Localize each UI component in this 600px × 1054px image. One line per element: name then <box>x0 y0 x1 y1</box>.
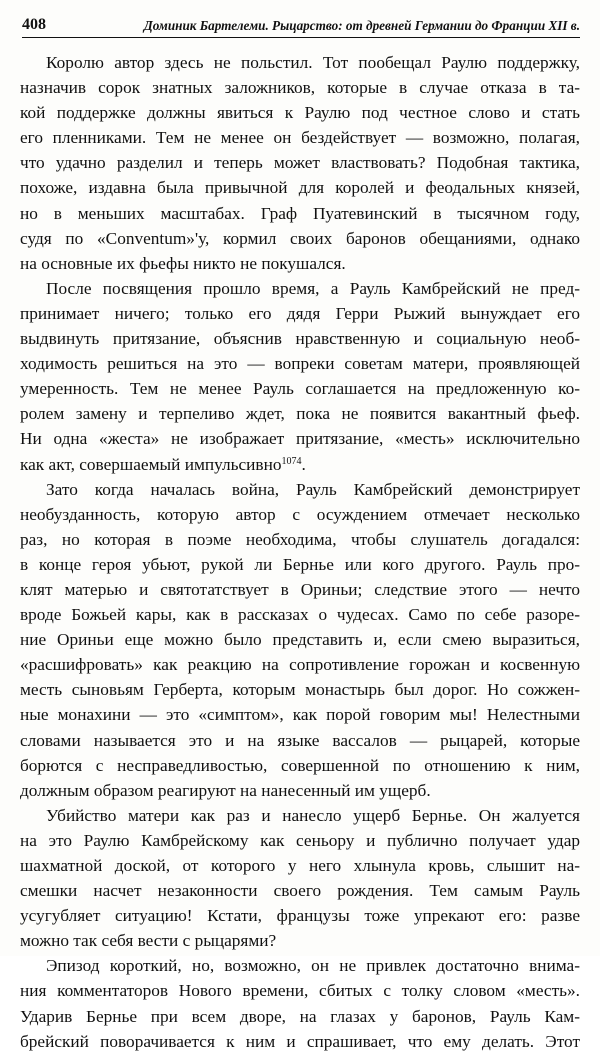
text-line: умеренность. Тем не менее Рауль соглашается на предложенную ко- <box>20 379 580 399</box>
text-line: Ударив Бернье при всем дворе, на глазах у баронов, Рауль Кам- <box>20 1006 580 1026</box>
page-header <box>22 10 580 38</box>
text-line: назначив сорок знатных заложников, которые в случае отказа в та- <box>20 78 580 98</box>
text-line: его пленниками. Тем не менее он бездействует — возможно, полагая, <box>20 128 580 148</box>
text-line: ходимость решиться на это — вопреки советам матери, проявляющей <box>20 354 580 374</box>
running-title: Доминик Бартелеми. Рыцарство: от древней Германии до Франции XII в. <box>143 18 580 33</box>
text-line: на основные их фьефы никто не покушался. <box>20 253 346 273</box>
text-line: что удачно разделил и теперь может властвовать? Подобная тактика, <box>20 153 580 173</box>
text-fragment: как акт, совершаемый импульсивно <box>20 454 282 474</box>
punctuation: . <box>301 454 306 474</box>
text-line: похоже, издавна была привычной для королей и феодальных князей, <box>20 178 580 198</box>
text-line: ния комментаторов Нового времени, сбитых с толку словом «месть». <box>20 981 580 1001</box>
text-line: Убийство матери как раз и нанесло ущерб Бернье. Он жалуется <box>46 805 580 825</box>
footnote-reference: 1074 <box>281 455 302 467</box>
text-line: месть сыновьям Герберта, которым монастырь был дорог. Но сожжен- <box>20 680 580 700</box>
text-line: ные монахини — это «симптом», как порой говорим мы! Нелестными <box>20 705 580 725</box>
text-line: словами называется это и на языке вассалов — рыцарей, которые <box>20 730 580 750</box>
text-line: ролем замену и терпеливо ждет, пока не появится вакантный фьеф. <box>20 404 580 424</box>
text-line: После посвящения прошло время, а Рауль Камбрейский не пред- <box>46 278 580 298</box>
text-line: брейский поворачивается к ним и спрашивает, что ему делать. Этот <box>20 1031 580 1051</box>
text-line: кой поддержке должны явиться к Раулю под честное слово и стать <box>20 103 580 123</box>
text-line: принимает ничего; только его дядя Герри Рыжий вынуждает его <box>20 303 580 323</box>
text-line-with-footnote <box>20 452 580 477</box>
text-line: усугубляет ситуацию! Кстати, французы тоже упрекают его: разве <box>20 906 580 926</box>
text-line: Королю автор здесь не польстил. Тот пообещал Раулю поддержку, <box>46 53 580 72</box>
text-line: раз, но которая в поэме необходима, чтобы слушатель догадался: <box>20 529 580 549</box>
text-line: смешки насчет незаконности своего рождения. Тем самым Рауль <box>20 881 580 901</box>
text-line: Ни одна «жеста» не изображает притязание, «месть» исключительно <box>20 429 580 449</box>
text-line: в конце героя убьют, рукой ли Бернье или кого другого. Рауль про- <box>20 554 580 574</box>
text-line: «расшифровать» как реакцию на сопротивление горожан и косвенную <box>20 655 580 675</box>
text-line: ние Ориньи еще можно было представить и, если смею выразиться, <box>20 630 580 650</box>
body-text <box>20 50 580 1054</box>
text-line: Эпизод короткий, но, возможно, он не привлек достаточно внима- <box>46 956 580 976</box>
text-line: необузданность, которую автор с осуждением отмечает несколько <box>20 504 580 524</box>
text-line: борются с несправедливостью, совершенной по отношению к ним, <box>20 755 580 775</box>
text-line: можно так себя вести с рыцарями? <box>20 931 277 951</box>
text-line: на это Раулю Камбрейскому как сеньору и публично получает удар <box>20 830 580 850</box>
text-line: Зато когда началась война, Рауль Камбрейский демонстрирует <box>46 479 580 499</box>
text-line: но в меньших масштабах. Граф Пуатевинский в тысячном году, <box>20 203 580 223</box>
text-line: клят матерью и святотатствует в Ориньи; следствие этого — нечто <box>20 579 580 599</box>
page-number: 408 <box>22 16 46 33</box>
text-line: судя по «Conventum»'у, кормил своих баронов обещаниями, однако <box>20 228 580 248</box>
text-line: вроде Божьей кары, как в рассказах о чудесах. Само по себе разоре- <box>20 605 580 625</box>
text-line: должным образом реагируют на нанесенный им ущерб. <box>20 780 431 800</box>
text-line: шахматной доской, от которого у него хлынула кровь, слышит на- <box>20 856 580 875</box>
text-line: выдвинуть притязание, объяснив нравственную и социальную необ- <box>20 329 580 349</box>
